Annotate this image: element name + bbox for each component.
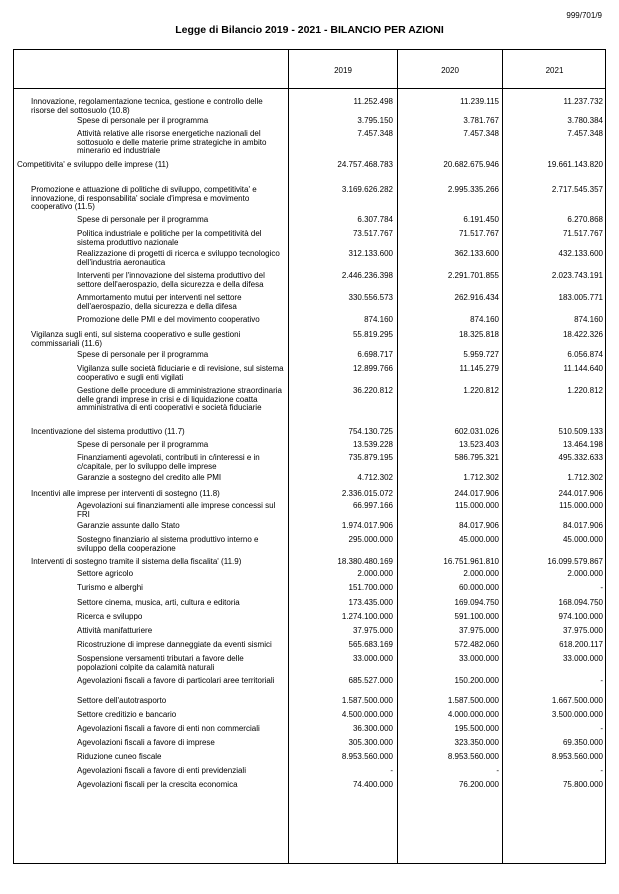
value-2020: 874.160 — [470, 315, 499, 324]
year-header-2020: 2020 — [441, 66, 459, 75]
value-2021: 75.800.000 — [562, 780, 603, 789]
value-2021: 6.056.874 — [567, 350, 603, 359]
row-label: Spese di personale per il programma — [77, 215, 209, 224]
value-2021: 8.953.560.000 — [551, 752, 603, 761]
value-2019: 11.252.498 — [353, 97, 393, 106]
value-2019: 3.169.626.282 — [341, 185, 393, 194]
value-2021: 2.000.000 — [567, 569, 603, 578]
value-2021: - — [600, 676, 603, 685]
value-2019: 4.500.000.000 — [341, 710, 393, 719]
value-2020: 60.000.000 — [458, 583, 499, 592]
value-2021: 974.100.000 — [558, 612, 603, 621]
value-2021: 1.220.812 — [567, 386, 603, 395]
value-2021: 2.717.545.357 — [551, 185, 603, 194]
row-label: Garanzie a sostegno del credito alle PMI — [77, 473, 222, 482]
value-2020: 169.094.750 — [454, 598, 499, 607]
value-2019: 4.712.302 — [357, 473, 393, 482]
row-label: Spese di personale per il programma — [77, 116, 209, 125]
value-2021: 2.023.743.191 — [551, 271, 603, 280]
row-label: Settore agricolo — [77, 569, 134, 578]
value-2020: 3.781.767 — [463, 116, 499, 125]
row-label: Interventi di sostegno tramite il sistema della fiscalita' (11.9) — [31, 557, 242, 566]
value-2019: 6.698.717 — [357, 350, 393, 359]
value-2021: 183.005.771 — [558, 293, 603, 302]
value-2021: 1.712.302 — [567, 473, 603, 482]
value-2020: 8.953.560.000 — [447, 752, 499, 761]
value-2021: 19.661.143.820 — [547, 160, 603, 169]
value-2021: 71.517.767 — [562, 229, 603, 238]
row-label: Attività relative alle risorse energetiche nazionali del sottosuolo e delle materie prime strategiche in ambito minerario ed industriale — [77, 129, 267, 156]
value-2019: 685.527.000 — [348, 676, 393, 685]
value-2020: 76.200.000 — [458, 780, 499, 789]
row-label: Politica industriale e politiche per la competitività del sistema produttivo nazionale — [77, 229, 262, 247]
value-2020: 7.457.348 — [463, 129, 499, 138]
row-label: Sostegno finanziario al sistema produttivo interno e sviluppo della cooperazione — [77, 535, 259, 553]
value-2020: 33.000.000 — [458, 654, 499, 663]
value-2021: 16.099.579.867 — [547, 557, 603, 566]
value-2020: 602.031.026 — [454, 427, 499, 436]
value-2019: - — [390, 766, 393, 775]
row-label: Agevolazioni sui finanziamenti alle imprese concessi sul FRI — [77, 501, 276, 519]
value-2019: 1.587.500.000 — [341, 696, 393, 705]
row-label: Settore creditizio e bancario — [77, 710, 177, 719]
value-2019: 24.757.468.783 — [337, 160, 393, 169]
value-2020: 5.959.727 — [463, 350, 499, 359]
value-2021: 495.332.633 — [558, 453, 603, 462]
row-label: Competitivita' e sviluppo delle imprese (11) — [17, 160, 169, 169]
row-label: Attività manifatturiere — [77, 626, 153, 635]
value-2019: 8.953.560.000 — [341, 752, 393, 761]
value-2020: 84.017.906 — [458, 521, 499, 530]
row-label: Agevolazioni fiscali a favore di enti previdenziali — [77, 766, 246, 775]
row-label: Ricerca e sviluppo — [77, 612, 143, 621]
value-2019: 735.879.195 — [348, 453, 393, 462]
value-2019: 2.000.000 — [357, 569, 393, 578]
value-2020: 2.995.335.266 — [447, 185, 499, 194]
value-2019: 3.795.150 — [357, 116, 393, 125]
value-2019: 36.300.000 — [352, 724, 393, 733]
value-2020: 16.751.961.810 — [443, 557, 499, 566]
value-2019: 36.220.812 — [352, 386, 393, 395]
row-label: Spese di personale per il programma — [77, 440, 209, 449]
value-2019: 74.400.000 — [352, 780, 393, 789]
value-2021: 115.000.000 — [559, 501, 603, 510]
row-label: Settore cinema, musica, arti, cultura e editoria — [77, 598, 240, 607]
value-2020: 2.291.701.855 — [447, 271, 499, 280]
value-2021: - — [600, 766, 603, 775]
value-2021: 11.144.640 — [563, 364, 603, 373]
row-label: Interventi per l'innovazione del sistema produttivo del settore dell'aerospazio, della sicurezza e della difesa — [77, 271, 265, 289]
value-2020: 4.000.000.000 — [447, 710, 499, 719]
value-2021: 3.780.384 — [567, 116, 603, 125]
value-2019: 312.133.600 — [348, 249, 393, 258]
value-2021: 618.200.117 — [559, 640, 603, 649]
value-2019: 18.380.480.169 — [337, 557, 393, 566]
value-2020: 262.916.434 — [454, 293, 499, 302]
row-label: Sospensione versamenti tributari a favore delle popolazioni colpite da calamità naturali — [77, 654, 244, 672]
value-2020: 586.795.321 — [454, 453, 499, 462]
value-2019: 12.899.766 — [352, 364, 393, 373]
value-2021: 6.270.868 — [567, 215, 603, 224]
page-title: Legge di Bilancio 2019 - 2021 - BILANCIO PER AZIONI — [175, 24, 444, 36]
budget-table — [13, 49, 606, 864]
row-label: Riduzione cuneo fiscale — [77, 752, 162, 761]
row-label: Promozione e attuazione di politiche di sviluppo, competitivita' e innovazione, di responsabilita' sociale d'impresa e movimento cooperativo (11.5) — [31, 185, 257, 212]
row-label: Promozione delle PMI e del movimento cooperativo — [77, 315, 260, 324]
value-2019: 73.517.767 — [352, 229, 393, 238]
value-2019: 13.539.228 — [352, 440, 393, 449]
value-2019: 305.300.000 — [348, 738, 393, 747]
row-label: Agevolazioni fiscali a favore di particolari aree territoriali — [77, 676, 275, 685]
value-2019: 1.274.100.000 — [341, 612, 393, 621]
value-2020: 20.682.675.946 — [443, 160, 499, 169]
row-label: Innovazione, regolamentazione tecnica, gestione e controllo delle risorse del sottosuolo (10.8) — [31, 97, 263, 115]
value-2021: 1.667.500.000 — [551, 696, 603, 705]
value-2021: 45.000.000 — [562, 535, 603, 544]
row-label: Agevolazioni fiscali per la crescita economica — [77, 780, 238, 789]
value-2019: 55.819.295 — [352, 330, 393, 339]
row-label: Ricostruzione di imprese danneggiate da eventi sismici — [77, 640, 272, 649]
value-2020: 11.145.279 — [459, 364, 499, 373]
value-2020: 6.191.450 — [463, 215, 499, 224]
value-2021: 168.094.750 — [558, 598, 603, 607]
value-2019: 173.435.000 — [348, 598, 393, 607]
value-2021: 510.509.133 — [558, 427, 603, 436]
value-2021: 874.160 — [574, 315, 603, 324]
value-2020: 195.500.000 — [454, 724, 499, 733]
row-label: Vigilanza sulle società fiduciarie e di revisione, sul sistema cooperativo e sugli enti vigilati — [77, 364, 284, 382]
value-2019: 66.997.166 — [352, 501, 393, 510]
value-2019: 565.683.169 — [348, 640, 393, 649]
value-2021: 84.017.906 — [562, 521, 603, 530]
value-2020: 150.200.000 — [454, 676, 499, 685]
value-2021: - — [600, 724, 603, 733]
value-2019: 874.160 — [364, 315, 393, 324]
value-2019: 33.000.000 — [352, 654, 393, 663]
value-2020: 37.975.000 — [458, 626, 499, 635]
value-2019: 37.975.000 — [352, 626, 393, 635]
value-2021: 7.457.348 — [567, 129, 603, 138]
year-header-2019: 2019 — [334, 66, 352, 75]
value-2020: 71.517.767 — [458, 229, 499, 238]
row-label: Garanzie assunte dallo Stato — [77, 521, 180, 530]
row-label: Agevolazioni fiscali a favore di enti non commerciali — [77, 724, 260, 733]
value-2020: 45.000.000 — [458, 535, 499, 544]
value-2019: 2.446.236.398 — [341, 271, 393, 280]
value-2019: 295.000.000 — [348, 535, 393, 544]
value-2020: 244.017.906 — [454, 489, 499, 498]
value-2020: 2.000.000 — [463, 569, 499, 578]
value-2021: 69.350.000 — [562, 738, 603, 747]
value-2021: 13.464.198 — [562, 440, 603, 449]
value-2021: 33.000.000 — [562, 654, 603, 663]
value-2019: 6.307.784 — [357, 215, 393, 224]
value-2020: 13.523.403 — [458, 440, 499, 449]
row-label: Incentivi alle imprese per interventi di sostegno (11.8) — [31, 489, 220, 498]
value-2021: 3.500.000.000 — [551, 710, 603, 719]
value-2020: 18.325.818 — [458, 330, 499, 339]
value-2021: 18.422.326 — [562, 330, 603, 339]
value-2021: 11.237.732 — [563, 97, 603, 106]
value-2020: - — [496, 766, 499, 775]
value-2020: 591.100.000 — [454, 612, 499, 621]
value-2020: 115.000.000 — [455, 501, 499, 510]
row-label: Turismo e alberghi — [77, 583, 143, 592]
value-2020: 11.239.115 — [460, 97, 499, 106]
value-2019: 330.556.573 — [348, 293, 393, 302]
row-label: Finanziamenti agevolati, contributi in c/interessi e in c/capitale, per lo sviluppo delle imprese — [77, 453, 260, 471]
row-label: Spese di personale per il programma — [77, 350, 209, 359]
value-2021: 432.133.600 — [558, 249, 603, 258]
year-header-2021: 2021 — [545, 66, 564, 75]
value-2019: 754.130.725 — [348, 427, 393, 436]
value-2019: 1.974.017.906 — [341, 521, 393, 530]
value-2020: 362.133.600 — [454, 249, 499, 258]
row-label: Vigilanza sugli enti, sul sistema cooperativo e sulle gestioni commissariali (11.6) — [31, 330, 241, 348]
value-2020: 323.350.000 — [454, 738, 499, 747]
value-2021: 244.017.906 — [558, 489, 603, 498]
row-label: Ammortamento mutui per interventi nel settore dell'aerospazio, della sicurezza e della difesa — [77, 293, 242, 311]
value-2020: 1.587.500.000 — [447, 696, 499, 705]
value-2019: 151.700.000 — [348, 583, 393, 592]
row-label: Incentivazione del sistema produttivo (11.7) — [31, 427, 185, 436]
value-2020: 1.712.302 — [463, 473, 499, 482]
value-2020: 1.220.812 — [463, 386, 499, 395]
row-label: Gestione delle procedure di amministrazione straordinaria delle grandi imprese in crisi e di liquidazione coatta amministrativa di enti cooperativi e società fiduciarie — [77, 386, 282, 413]
value-2019: 7.457.348 — [357, 129, 393, 138]
page-reference: 999/701/9 — [566, 11, 602, 20]
value-2021: - — [600, 583, 603, 592]
row-label: Realizzazione di progetti di ricerca e sviluppo tecnologico dell'industria aeronautica — [77, 249, 280, 267]
row-label: Agevolazioni fiscali a favore di imprese — [77, 738, 215, 747]
row-label: Settore dell'autotrasporto — [77, 696, 167, 705]
value-2019: 2.336.015.072 — [341, 489, 393, 498]
value-2021: 37.975.000 — [562, 626, 603, 635]
header-divider — [14, 88, 605, 89]
value-2020: 572.482.060 — [454, 640, 499, 649]
